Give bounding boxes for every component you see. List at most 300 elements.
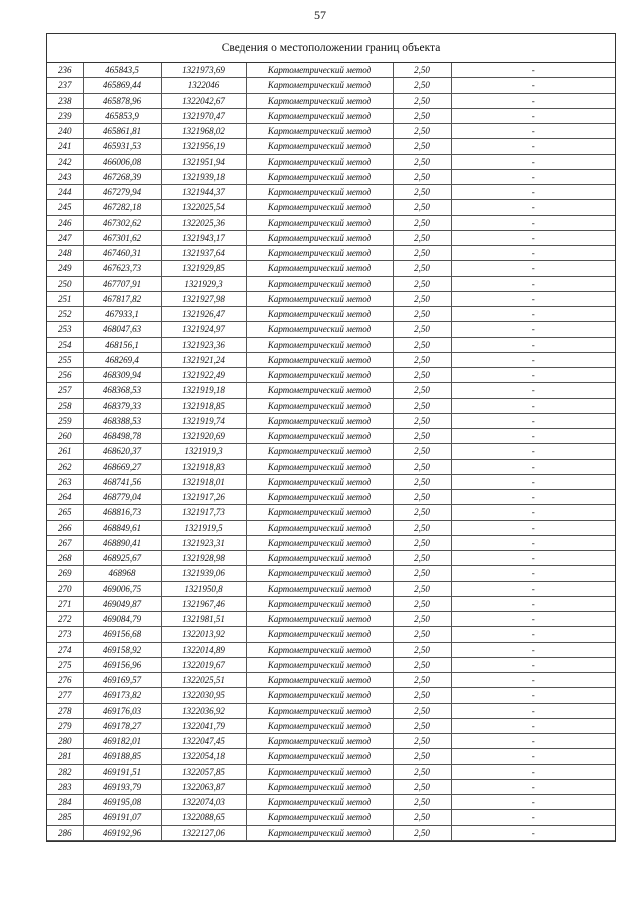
method-cell: Картометрический метод	[246, 688, 393, 703]
point-number-cell: 274	[47, 642, 83, 657]
y-coordinate-cell: 1321956,19	[161, 139, 246, 154]
method-cell: Картометрический метод	[246, 612, 393, 627]
y-coordinate-cell: 1322019,67	[161, 657, 246, 672]
method-cell: Картометрический метод	[246, 703, 393, 718]
x-coordinate-cell: 468849,61	[83, 520, 161, 535]
x-coordinate-cell: 468388,53	[83, 413, 161, 428]
precision-cell: 2,50	[393, 444, 451, 459]
y-coordinate-cell: 1322088,65	[161, 810, 246, 825]
method-cell: Картометрический метод	[246, 673, 393, 688]
point-number-cell: 263	[47, 474, 83, 489]
y-coordinate-cell: 1321944,37	[161, 185, 246, 200]
description-cell: -	[451, 322, 615, 337]
precision-cell: 2,50	[393, 261, 451, 276]
description-cell: -	[451, 474, 615, 489]
method-cell: Картометрический метод	[246, 825, 393, 840]
x-coordinate-cell: 469192,96	[83, 825, 161, 840]
x-coordinate-cell: 468890,41	[83, 535, 161, 550]
point-number-cell: 273	[47, 627, 83, 642]
table-row	[47, 734, 615, 749]
precision-cell: 2,50	[393, 108, 451, 123]
point-number-cell: 251	[47, 291, 83, 306]
description-cell: -	[451, 581, 615, 596]
precision-cell: 2,50	[393, 230, 451, 245]
point-number-cell: 269	[47, 566, 83, 581]
y-coordinate-cell: 1322054,18	[161, 749, 246, 764]
precision-cell: 2,50	[393, 352, 451, 367]
description-cell: -	[451, 307, 615, 322]
method-cell: Картометрический метод	[246, 215, 393, 230]
description-cell: -	[451, 124, 615, 139]
method-cell: Картометрический метод	[246, 261, 393, 276]
table-row	[47, 612, 615, 627]
y-coordinate-cell: 1321919,5	[161, 520, 246, 535]
method-cell: Картометрический метод	[246, 200, 393, 215]
x-coordinate-cell: 469049,87	[83, 596, 161, 611]
method-cell: Картометрический метод	[246, 490, 393, 505]
precision-cell: 2,50	[393, 429, 451, 444]
table-row	[47, 246, 615, 261]
description-cell: -	[451, 642, 615, 657]
x-coordinate-cell: 465853,9	[83, 108, 161, 123]
x-coordinate-cell: 468309,94	[83, 368, 161, 383]
method-cell: Картометрический метод	[246, 185, 393, 200]
x-coordinate-cell: 469156,68	[83, 627, 161, 642]
x-coordinate-cell: 466006,08	[83, 154, 161, 169]
precision-cell: 2,50	[393, 764, 451, 779]
coordinates-table-body	[47, 63, 615, 840]
point-number-cell: 239	[47, 108, 83, 123]
precision-cell: 2,50	[393, 124, 451, 139]
table-row	[47, 566, 615, 581]
point-number-cell: 275	[47, 657, 83, 672]
point-number-cell: 252	[47, 307, 83, 322]
method-cell: Картометрический метод	[246, 413, 393, 428]
point-number-cell: 246	[47, 215, 83, 230]
description-cell: -	[451, 566, 615, 581]
y-coordinate-cell: 1322025,54	[161, 200, 246, 215]
description-cell: -	[451, 718, 615, 733]
y-coordinate-cell: 1321919,18	[161, 383, 246, 398]
point-number-cell: 270	[47, 581, 83, 596]
y-coordinate-cell: 1321937,64	[161, 246, 246, 261]
method-cell: Картометрический метод	[246, 154, 393, 169]
point-number-cell: 250	[47, 276, 83, 291]
y-coordinate-cell: 1321917,73	[161, 505, 246, 520]
precision-cell: 2,50	[393, 718, 451, 733]
point-number-cell: 260	[47, 429, 83, 444]
table-row	[47, 368, 615, 383]
table-row	[47, 352, 615, 367]
y-coordinate-cell: 1321923,36	[161, 337, 246, 352]
table-row	[47, 444, 615, 459]
y-coordinate-cell: 1321926,47	[161, 307, 246, 322]
description-cell: -	[451, 78, 615, 93]
description-cell: -	[451, 230, 615, 245]
x-coordinate-cell: 468779,04	[83, 490, 161, 505]
point-number-cell: 257	[47, 383, 83, 398]
x-coordinate-cell: 465878,96	[83, 93, 161, 108]
table-row	[47, 322, 615, 337]
table-row	[47, 825, 615, 840]
description-cell: -	[451, 810, 615, 825]
table-row	[47, 383, 615, 398]
precision-cell: 2,50	[393, 779, 451, 794]
y-coordinate-cell: 1321918,01	[161, 474, 246, 489]
precision-cell: 2,50	[393, 505, 451, 520]
description-cell: -	[451, 63, 615, 78]
precision-cell: 2,50	[393, 307, 451, 322]
point-number-cell: 254	[47, 337, 83, 352]
y-coordinate-cell: 1321918,83	[161, 459, 246, 474]
method-cell: Картометрический метод	[246, 337, 393, 352]
description-cell: -	[451, 779, 615, 794]
table-row	[47, 703, 615, 718]
x-coordinate-cell: 469191,07	[83, 810, 161, 825]
x-coordinate-cell: 469182,01	[83, 734, 161, 749]
method-cell: Картометрический метод	[246, 505, 393, 520]
method-cell: Картометрический метод	[246, 398, 393, 413]
x-coordinate-cell: 467707,91	[83, 276, 161, 291]
method-cell: Картометрический метод	[246, 551, 393, 566]
point-number-cell: 261	[47, 444, 83, 459]
x-coordinate-cell: 467301,62	[83, 230, 161, 245]
x-coordinate-cell: 468620,37	[83, 444, 161, 459]
y-coordinate-cell: 1322036,92	[161, 703, 246, 718]
method-cell: Картометрический метод	[246, 642, 393, 657]
precision-cell: 2,50	[393, 185, 451, 200]
table-row	[47, 490, 615, 505]
point-number-cell: 278	[47, 703, 83, 718]
table-row	[47, 673, 615, 688]
table-row	[47, 779, 615, 794]
x-coordinate-cell: 467279,94	[83, 185, 161, 200]
precision-cell: 2,50	[393, 566, 451, 581]
table-row	[47, 810, 615, 825]
precision-cell: 2,50	[393, 734, 451, 749]
point-number-cell: 253	[47, 322, 83, 337]
y-coordinate-cell: 1322127,06	[161, 825, 246, 840]
precision-cell: 2,50	[393, 139, 451, 154]
x-coordinate-cell: 469193,79	[83, 779, 161, 794]
y-coordinate-cell: 1322025,51	[161, 673, 246, 688]
point-number-cell: 242	[47, 154, 83, 169]
description-cell: -	[451, 734, 615, 749]
method-cell: Картометрический метод	[246, 795, 393, 810]
point-number-cell: 286	[47, 825, 83, 840]
y-coordinate-cell: 1322063,87	[161, 779, 246, 794]
table-row	[47, 185, 615, 200]
table-row	[47, 307, 615, 322]
y-coordinate-cell: 1321968,02	[161, 124, 246, 139]
table-title: Сведения о местоположении границ объекта	[47, 34, 615, 63]
point-number-cell: 249	[47, 261, 83, 276]
point-number-cell: 283	[47, 779, 83, 794]
page-number: 57	[314, 8, 326, 22]
y-coordinate-cell: 1322047,45	[161, 734, 246, 749]
table-row	[47, 230, 615, 245]
y-coordinate-cell: 1321919,3	[161, 444, 246, 459]
y-coordinate-cell: 1321921,24	[161, 352, 246, 367]
table-row	[47, 474, 615, 489]
point-number-cell: 282	[47, 764, 83, 779]
y-coordinate-cell: 1321922,49	[161, 368, 246, 383]
precision-cell: 2,50	[393, 749, 451, 764]
description-cell: -	[451, 261, 615, 276]
description-cell: -	[451, 398, 615, 413]
table-row	[47, 688, 615, 703]
precision-cell: 2,50	[393, 657, 451, 672]
point-number-cell: 237	[47, 78, 83, 93]
precision-cell: 2,50	[393, 368, 451, 383]
table-row	[47, 139, 615, 154]
precision-cell: 2,50	[393, 535, 451, 550]
y-coordinate-cell: 1321939,18	[161, 169, 246, 184]
point-number-cell: 276	[47, 673, 83, 688]
y-coordinate-cell: 1321970,47	[161, 108, 246, 123]
table-row	[47, 291, 615, 306]
precision-cell: 2,50	[393, 688, 451, 703]
x-coordinate-cell: 467817,82	[83, 291, 161, 306]
x-coordinate-cell: 465861,81	[83, 124, 161, 139]
point-number-cell: 281	[47, 749, 83, 764]
description-cell: -	[451, 520, 615, 535]
description-cell: -	[451, 169, 615, 184]
precision-cell: 2,50	[393, 810, 451, 825]
method-cell: Картометрический метод	[246, 718, 393, 733]
table-row	[47, 93, 615, 108]
point-number-cell: 247	[47, 230, 83, 245]
description-cell: -	[451, 596, 615, 611]
method-cell: Картометрический метод	[246, 368, 393, 383]
table-row	[47, 154, 615, 169]
x-coordinate-cell: 465931,53	[83, 139, 161, 154]
description-cell: -	[451, 108, 615, 123]
method-cell: Картометрический метод	[246, 139, 393, 154]
method-cell: Картометрический метод	[246, 307, 393, 322]
precision-cell: 2,50	[393, 459, 451, 474]
y-coordinate-cell: 1322030,95	[161, 688, 246, 703]
point-number-cell: 277	[47, 688, 83, 703]
precision-cell: 2,50	[393, 154, 451, 169]
x-coordinate-cell: 467268,39	[83, 169, 161, 184]
table-row	[47, 505, 615, 520]
method-cell: Картометрический метод	[246, 581, 393, 596]
y-coordinate-cell: 1321917,26	[161, 490, 246, 505]
x-coordinate-cell: 468379,33	[83, 398, 161, 413]
point-number-cell: 285	[47, 810, 83, 825]
point-number-cell: 255	[47, 352, 83, 367]
point-number-cell: 265	[47, 505, 83, 520]
table-row	[47, 795, 615, 810]
table-row	[47, 520, 615, 535]
description-cell: -	[451, 429, 615, 444]
description-cell: -	[451, 291, 615, 306]
precision-cell: 2,50	[393, 581, 451, 596]
description-cell: -	[451, 368, 615, 383]
x-coordinate-cell: 469191,51	[83, 764, 161, 779]
method-cell: Картометрический метод	[246, 596, 393, 611]
y-coordinate-cell: 1321951,94	[161, 154, 246, 169]
y-coordinate-cell: 1322057,85	[161, 764, 246, 779]
description-cell: -	[451, 352, 615, 367]
x-coordinate-cell: 469006,75	[83, 581, 161, 596]
precision-cell: 2,50	[393, 673, 451, 688]
precision-cell: 2,50	[393, 276, 451, 291]
x-coordinate-cell: 469173,82	[83, 688, 161, 703]
description-cell: -	[451, 490, 615, 505]
point-number-cell: 272	[47, 612, 83, 627]
point-number-cell: 240	[47, 124, 83, 139]
precision-cell: 2,50	[393, 398, 451, 413]
coordinates-table	[47, 63, 615, 841]
method-cell: Картометрический метод	[246, 535, 393, 550]
precision-cell: 2,50	[393, 703, 451, 718]
y-coordinate-cell: 1321981,51	[161, 612, 246, 627]
y-coordinate-cell: 1321918,85	[161, 398, 246, 413]
precision-cell: 2,50	[393, 200, 451, 215]
precision-cell: 2,50	[393, 169, 451, 184]
precision-cell: 2,50	[393, 642, 451, 657]
x-coordinate-cell: 468156,1	[83, 337, 161, 352]
table-row	[47, 749, 615, 764]
description-cell: -	[451, 200, 615, 215]
point-number-cell: 271	[47, 596, 83, 611]
table-row	[47, 642, 615, 657]
table-row	[47, 551, 615, 566]
table-row	[47, 169, 615, 184]
precision-cell: 2,50	[393, 322, 451, 337]
method-cell: Картометрический метод	[246, 444, 393, 459]
table-row	[47, 200, 615, 215]
method-cell: Картометрический метод	[246, 459, 393, 474]
point-number-cell: 236	[47, 63, 83, 78]
description-cell: -	[451, 551, 615, 566]
description-cell: -	[451, 246, 615, 261]
table-row	[47, 718, 615, 733]
precision-cell: 2,50	[393, 337, 451, 352]
point-number-cell: 241	[47, 139, 83, 154]
x-coordinate-cell: 469195,08	[83, 795, 161, 810]
y-coordinate-cell: 1322041,79	[161, 718, 246, 733]
method-cell: Картометрический метод	[246, 108, 393, 123]
y-coordinate-cell: 1322046	[161, 78, 246, 93]
table-row	[47, 657, 615, 672]
y-coordinate-cell: 1321929,3	[161, 276, 246, 291]
point-number-cell: 248	[47, 246, 83, 261]
method-cell: Картометрический метод	[246, 93, 393, 108]
precision-cell: 2,50	[393, 63, 451, 78]
point-number-cell: 280	[47, 734, 83, 749]
description-cell: -	[451, 703, 615, 718]
y-coordinate-cell: 1321929,85	[161, 261, 246, 276]
method-cell: Картометрический метод	[246, 429, 393, 444]
table-row	[47, 398, 615, 413]
precision-cell: 2,50	[393, 93, 451, 108]
point-number-cell: 238	[47, 93, 83, 108]
method-cell: Картометрический метод	[246, 810, 393, 825]
precision-cell: 2,50	[393, 383, 451, 398]
y-coordinate-cell: 1322074,03	[161, 795, 246, 810]
precision-cell: 2,50	[393, 413, 451, 428]
y-coordinate-cell: 1321924,97	[161, 322, 246, 337]
table-row	[47, 764, 615, 779]
precision-cell: 2,50	[393, 490, 451, 505]
description-cell: -	[451, 749, 615, 764]
method-cell: Картометрический метод	[246, 230, 393, 245]
method-cell: Картометрический метод	[246, 734, 393, 749]
precision-cell: 2,50	[393, 474, 451, 489]
table-row	[47, 78, 615, 93]
precision-cell: 2,50	[393, 596, 451, 611]
precision-cell: 2,50	[393, 825, 451, 840]
y-coordinate-cell: 1321928,98	[161, 551, 246, 566]
y-coordinate-cell: 1322014,89	[161, 642, 246, 657]
point-number-cell: 243	[47, 169, 83, 184]
x-coordinate-cell: 469169,57	[83, 673, 161, 688]
precision-cell: 2,50	[393, 551, 451, 566]
y-coordinate-cell: 1321923,31	[161, 535, 246, 550]
description-cell: -	[451, 444, 615, 459]
precision-cell: 2,50	[393, 795, 451, 810]
precision-cell: 2,50	[393, 246, 451, 261]
table-row	[47, 337, 615, 352]
description-cell: -	[451, 688, 615, 703]
x-coordinate-cell: 469084,79	[83, 612, 161, 627]
description-cell: -	[451, 215, 615, 230]
point-number-cell: 259	[47, 413, 83, 428]
method-cell: Картометрический метод	[246, 78, 393, 93]
point-number-cell: 264	[47, 490, 83, 505]
x-coordinate-cell: 468968	[83, 566, 161, 581]
method-cell: Картометрический метод	[246, 657, 393, 672]
description-cell: -	[451, 795, 615, 810]
description-cell: -	[451, 825, 615, 840]
method-cell: Картометрический метод	[246, 169, 393, 184]
description-cell: -	[451, 764, 615, 779]
precision-cell: 2,50	[393, 627, 451, 642]
table-row	[47, 429, 615, 444]
method-cell: Картометрический метод	[246, 276, 393, 291]
table-row	[47, 535, 615, 550]
point-number-cell: 245	[47, 200, 83, 215]
description-cell: -	[451, 93, 615, 108]
y-coordinate-cell: 1322025,36	[161, 215, 246, 230]
method-cell: Картометрический метод	[246, 352, 393, 367]
method-cell: Картометрический метод	[246, 764, 393, 779]
precision-cell: 2,50	[393, 291, 451, 306]
x-coordinate-cell: 468269,4	[83, 352, 161, 367]
y-coordinate-cell: 1321927,98	[161, 291, 246, 306]
x-coordinate-cell: 467623,73	[83, 261, 161, 276]
x-coordinate-cell: 469156,96	[83, 657, 161, 672]
y-coordinate-cell: 1321967,46	[161, 596, 246, 611]
table-row	[47, 581, 615, 596]
description-cell: -	[451, 612, 615, 627]
description-cell: -	[451, 505, 615, 520]
table-row	[47, 276, 615, 291]
x-coordinate-cell: 465869,44	[83, 78, 161, 93]
x-coordinate-cell: 468669,27	[83, 459, 161, 474]
table-row	[47, 627, 615, 642]
method-cell: Картометрический метод	[246, 749, 393, 764]
precision-cell: 2,50	[393, 520, 451, 535]
description-cell: -	[451, 383, 615, 398]
y-coordinate-cell: 1321939,06	[161, 566, 246, 581]
method-cell: Картометрический метод	[246, 383, 393, 398]
x-coordinate-cell: 468741,56	[83, 474, 161, 489]
description-cell: -	[451, 657, 615, 672]
